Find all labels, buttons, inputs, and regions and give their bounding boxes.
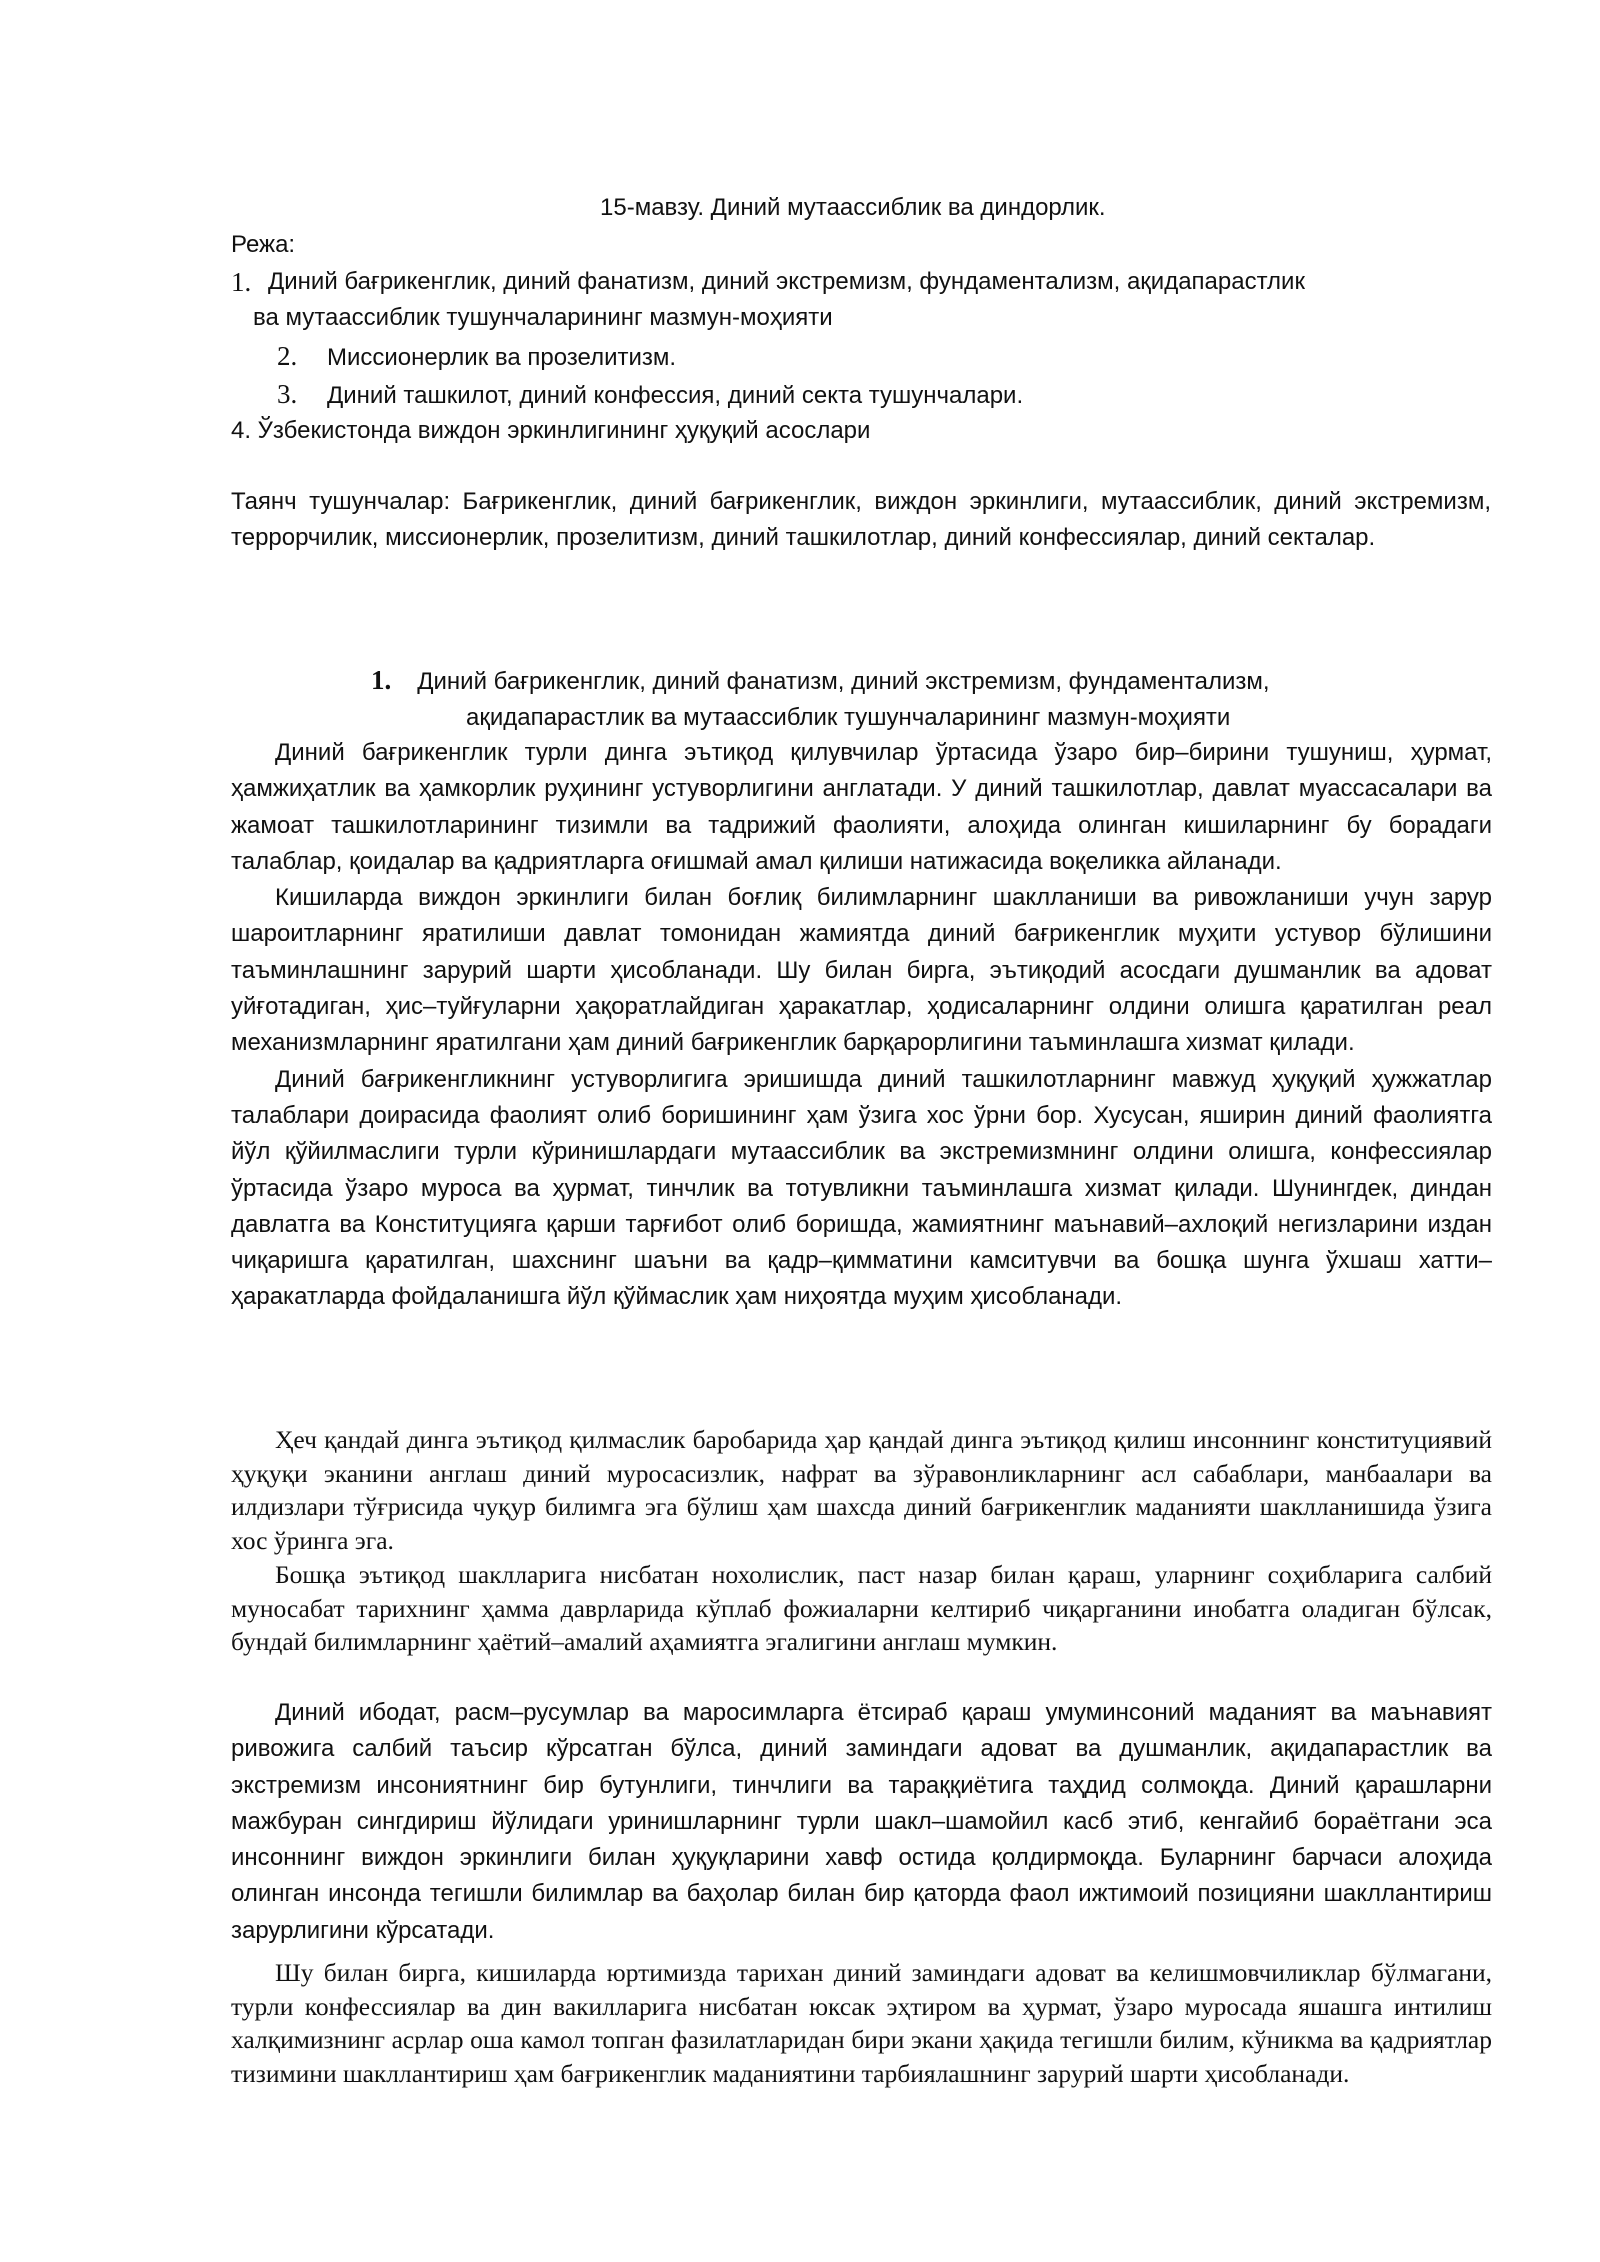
body-text-block-2 [231, 1423, 1492, 1659]
paragraph: Диний бағрикенглик турли динга эътиқод қилувчилар ўртасида ўзаро бир–бирини тушуниш, ҳурмат, ҳамжиҳатлик ва ҳамкорлик руҳининг устуворлигини англатади. У диний ташкилотлар, давлат муассасалари ва жамоат ташкилотларининг тизимли ва тадрижий фаолияти, алоҳида олинган кишиларнинг бу борадаги талаблар, қоидалар ва қадриятларга оғишмай амал қилиши натижасида воқеликка айланади. [231, 739, 1492, 875]
paragraph: Ҳеч қандай динга эътиқод қилмаслик баробарида ҳар қандай динга эътиқод қилиш инсоннинг конституциявий ҳуқуқи эканини англаш диний муросасизлик, нафрат ва зўравонликларнинг асл сабаблари, манбаалари ва илдизлари тўғрисида чуқур билимга эга бўлиш ҳам шахсда диний бағрикенглик маданияти шаклланишида ўзига хос ўринга эга. [231, 1425, 1492, 1556]
paragraph: Бошқа эътиқод шаклларига нисбатан нохолислик, паст назар билан қараш, уларнинг соҳибларига салбий муносабат тарихнинг ҳамма даврларида кўплаб фожиаларни келтириб чиқарганини инобатга оладиган бўлсак, бундай билимларнинг ҳаётий–амалий аҳамиятга эгалигини англаш мумкин. [231, 1559, 1492, 1657]
body-text-block-1 [231, 735, 1492, 1316]
plan-item-number: 2. [277, 341, 298, 371]
paragraph: Шу билан бирга, кишиларда юртимизда тарихан диний заминдаги адоват ва келишмовчиликлар бўлмагани, турли конфессиялар ва дин вакилларига нисбатан юксак эҳтиром ва ҳурмат, ўзаро муросада яшашга интилиш халқимизнинг асрлар оша камол топган фазилатларидан бири экани ҳақида тегишли билим, кўникма ва қадриятлар тизимини шакллантириш ҳам бағрикенглик маданиятини тарбиялашнинг зарурий шарти ҳисобланади. [231, 1958, 1492, 2089]
key-concepts: Таянч тушунчалар: Бағрикенглик, диний бағрикенглик, виждон эркинлиги, мутаассиблик, диний экстремизм, террорчилик, миссионерлик, прозелитизм, диний ташкилотлар, диний конфессиялар, диний секталар. [231, 488, 1491, 551]
body-text-block-3 [231, 1695, 1492, 1949]
plan-item-3 [277, 376, 1477, 414]
plan-item-text: Диний бағрикенглик, диний фанатизм, диний экстремизм, фундаментализм, ақидапарастлик [268, 268, 1305, 295]
paragraph: Кишиларда виждон эркинлиги билан боғлиқ билимларнинг шаклланиши ва ривожланиши учун зарур шароитларнинг яратилиши давлат томонидан жамиятда диний бағрикенглик муҳити устувор бўлишини таъминлашнинг зарурий шарти ҳисобланади. Шу билан бирга, эътиқодий асосдаги душманлик ва адоват уйғотадиган, ҳис–туйғуларни ҳақоратлайдиган ҳаракатлар, ҳодисаларнинг олдини олишга қаратилган реал механизмларнинг яратилгани ҳам диний бағрикенглик барқарорлигини таъминлашга хизмат қилади. [231, 884, 1492, 1057]
plan-item-text-continued: ва мутаассиблик тушунчаларининг мазмун-моҳияти [253, 304, 833, 331]
section-number: 1. [371, 665, 392, 695]
section-heading-line-1: Диний бағрикенглик, диний фанатизм, диний экстремизм, фундаментализм, [417, 668, 1270, 695]
paragraph: Диний бағрикенгликнинг устуворлигига эришишда диний ташкилотларнинг мавжуд ҳуқуқий ҳужжатлар талаблари доирасида фаолият олиб боришининг ҳам ўзига хос ўрни бор. Хусусан, яширин диний фаолиятга йўл қўйилмаслиги турли кўринишлардаги мутаассиблик ва экстремизмнинг олдини олишга, конфессиялар ўртасида ўзаро муроса ва ҳурмат, тинчлик ва тотувликни таъминлашга хизмат қилади. Шунингдек, диндан давлатга ва Конституцияга қарши тарғибот олиб боришда, жамиятнинг маънавий–ахлоқий негизларини издан чиқаришга қаратилган, шахснинг шаъни ва қадр–қимматини камситувчи ва бошқа шунга ўхшаш хатти–ҳаракатларда фойдаланишга йўл қўймаслик ҳам ниҳоятда муҳим ҳисобланади. [231, 1065, 1492, 1311]
plan-item-number: 1. [231, 267, 252, 297]
plan-item-2 [277, 338, 1477, 376]
plan-item-1 [231, 264, 1489, 336]
plan-label: Режа: [231, 231, 296, 258]
section-heading-line-2: ақидапарастлик ва мутаассиблик тушунчаларининг мазмун-моҳияти [466, 704, 1231, 731]
plan-item-number: 3. [277, 379, 298, 409]
body-text-block-4 [231, 1956, 1492, 2091]
page-title: 15-мавзу. Диний мутаассиблик ва диндорлик. [600, 194, 1106, 221]
section-heading [0, 662, 1600, 736]
plan-item-4: 4. Ўзбекистонда виждон эркинлигининг ҳуқуқий асослари [231, 417, 871, 444]
plan-item-text: Миссионерлик ва прозелитизм. [327, 344, 677, 371]
plan-item-text: Диний ташкилот, диний конфессия, диний секта тушунчалари. [327, 382, 1024, 409]
paragraph: Диний ибодат, расм–русумлар ва маросимларга ётсираб қараш умуминсоний маданият ва маънавият ривожига салбий таъсир кўрсатган бўлса, диний заминдаги адоват ва душманлик, ақидапарастлик ва экстремизм инсониятнинг бир бутунлиги, тинчлиги ва тараққиётига таҳдид солмоқда. Диний қарашларни мажбуран сингдириш йўлидаги уринишларнинг турли шакл–шамойил касб этиб, кенгайиб бораётгани эса инсоннинг виждон эркинлиги билан ҳуқуқларини хавф остида қолдирмоқда. Буларнинг барчаси алоҳида олинган инсонда тегишли билимлар ва баҳолар билан бир қаторда фаол ижтимоий позицияни шакллантириш зарурлигини кўрсатади. [231, 1699, 1492, 1944]
